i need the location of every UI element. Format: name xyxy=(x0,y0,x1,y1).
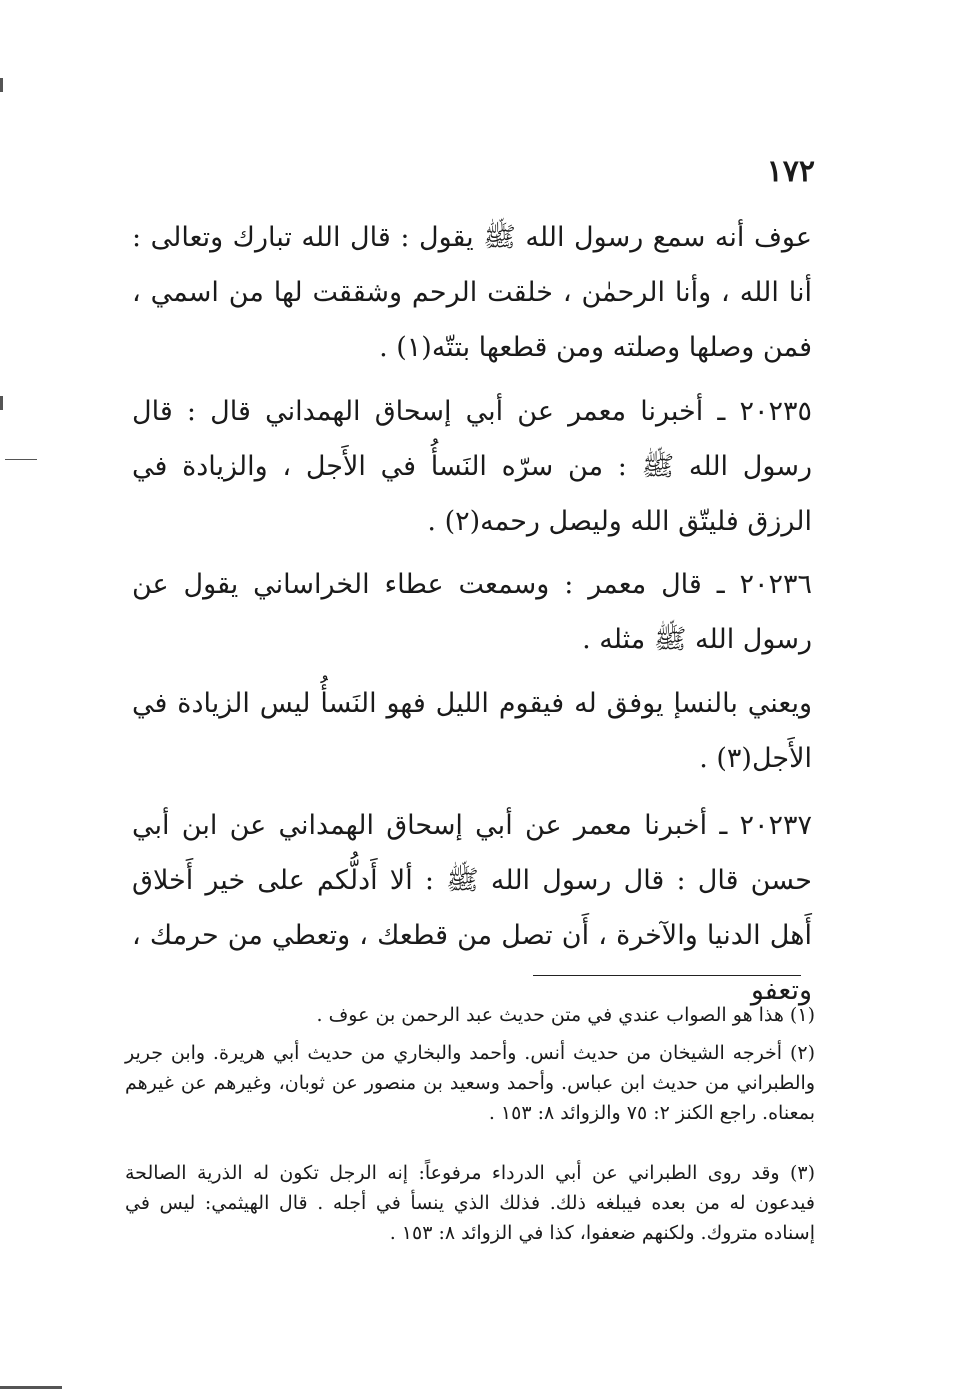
footnote-3: (٣) وقد روى الطبراني عن أبي الدرداء مرفوعاً: إنه الرجل تكون له الذرية الصالحة فيدعون له من بعده فيبلغه ذلك. فذلك الذي ينسأ في أجله . قال الهيثمي: ليس في إسناده متروك. ولكنهم ضعفوا، كذا في الزوائد ٨: ١٥٣ . xyxy=(125,1162,815,1244)
paragraph-hadith-20235: ٢٠٢٣٥ ـ أخبرنا معمر عن أبي إسحاق الهمداني قال : قال رسول الله ﷺ : من سرّه النَسأُ في الأَجل ، والزيادة في الرزق فليتّق الله وليصل رحمه(٢) . xyxy=(132,396,812,537)
margin-mark xyxy=(0,396,3,410)
margin-mark xyxy=(5,459,37,460)
footnote-2: (٢) أخرجه الشيخان من حديث أنس. وأحمد والبخاري من حديث أبي هريرة. وابن جرير والطبراني من حديث ابن عباس. وأحمد وسعيد بن منصور عن ثوبان، وغيرهم عن غيرهم بمعناه. راجع الكنز ٢: ٧٥ والزوائد ٨: ١٥٣ . xyxy=(125,1042,815,1124)
margin-mark xyxy=(0,1386,62,1389)
paragraph-continuation: عوف أنه سمع رسول الله ﷺ يقول : قال الله تبارك وتعالى : أنا الله ، وأنا الرحمٰن ، خلقت الرحم وشققت لها من اسمي ، فمن وصلها وصلته ومن قطعها بتتّه(١) . xyxy=(132,222,812,363)
paragraph-hadith-20237: ٢٠٢٣٧ ـ أخبرنا معمر عن أبي إسحاق الهمداني عن ابن أبي حسن قال : قال رسول الله ﷺ : ألا أَدلُّكم على خير أَخلاق أَهل الدنيا والآخرة ، أَن تصل من قطعك ، وتعطي من حرمك ، وتعفو xyxy=(132,810,812,1006)
footnote-1: (١) هذا هو الصواب عندي في متن حديث عبد الرحمن بن عوف . xyxy=(316,1004,815,1026)
paragraph-hadith-20236: ٢٠٢٣٦ ـ قال معمر : وسمعت عطاء الخراساني يقول عن رسول الله ﷺ مثله . xyxy=(132,569,812,655)
footnote-divider xyxy=(533,975,801,976)
paragraph-explanation: ويعني بالنسإ يوفق له فيقوم الليل فهو النَسأُ ليس الزيادة في الأَجل(٣) . xyxy=(132,688,812,774)
page-number: ١٧٢ xyxy=(766,154,815,189)
margin-mark xyxy=(0,78,3,92)
